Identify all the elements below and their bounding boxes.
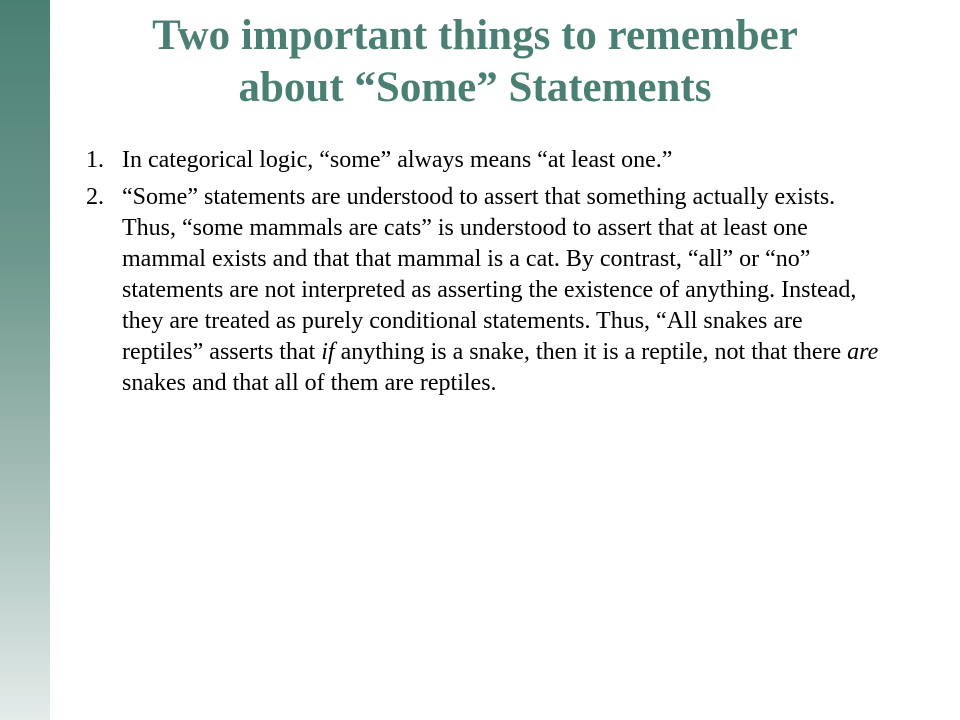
list-item — [86, 182, 886, 399]
numbered-list — [86, 145, 886, 405]
text-segment: anything is a snake, then it is a reptile, not that there — [334, 339, 848, 365]
slide-title — [60, 10, 890, 114]
list-item-number: 1. — [86, 147, 104, 173]
italic-text: if — [321, 339, 335, 365]
list-item-text — [122, 182, 886, 399]
list-item-text: In categorical logic, “some” always means “at least one.” — [122, 147, 673, 173]
title-line-2: about “Some” Statements — [238, 64, 712, 111]
list-item — [86, 145, 886, 176]
decorative-sidebar — [0, 0, 50, 720]
list-item-number: 2. — [86, 184, 104, 210]
italic-text: are — [847, 339, 879, 365]
text-segment: “Some” statements are understood to assert that something actually exists. Thus, “some mammals are cats” is understood to assert that at least one mammal exists and that that mammal is a cat. By contrast, “all” or “no” statements are not interpreted as asserting the existence of anything. Instead, they are treated as purely conditional statements. Thus, “All snakes are reptiles” asserts that — [122, 184, 857, 365]
title-line-1: Two important things to remember — [152, 12, 798, 59]
text-segment: snakes and that all of them are reptiles. — [122, 370, 497, 396]
